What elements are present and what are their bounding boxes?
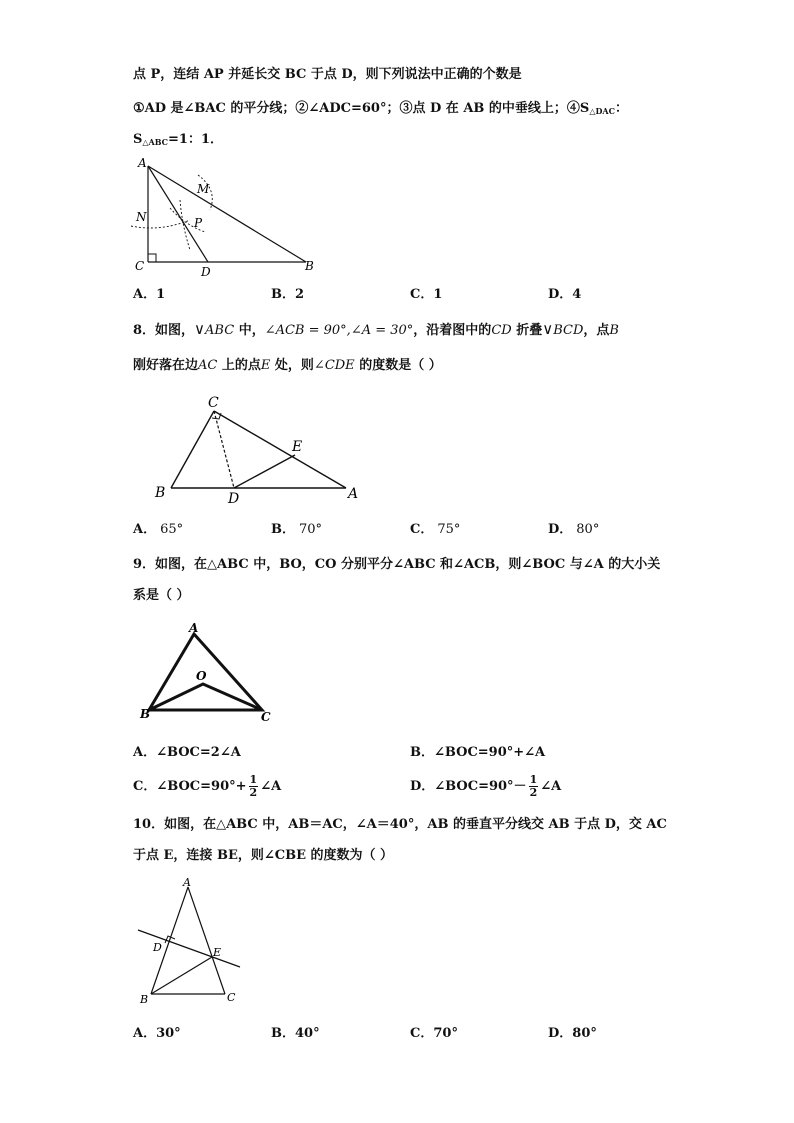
q9-option-b[interactable]: B．∠BOC=90°+∠A — [410, 745, 546, 760]
q7-label-n: N — [136, 210, 147, 224]
q8-label-e: E — [292, 439, 303, 455]
q8-label-c: C — [208, 395, 219, 411]
q10-label-d: D — [153, 941, 162, 954]
q8-option-d[interactable]: D． 80° — [548, 522, 600, 537]
q8-text-line1: 8．如图，∨ABC 中，∠ACB = 90°,∠A = 30°，沿着图中的CD 折叠∨BCD，点B — [133, 320, 619, 338]
q7-option-a[interactable]: A．1 — [133, 287, 166, 302]
q10-text-line1: 10．如图，在△ABC 中，AB＝AC，∠A＝40°，AB 的垂直平分线交 AB 于点 D，交 AC — [133, 817, 667, 832]
q10-option-d[interactable]: D．80° — [548, 1026, 597, 1041]
q10-option-b[interactable]: B．40° — [271, 1026, 320, 1041]
q7-label-p: P — [194, 216, 203, 230]
q10-label-b: B — [140, 993, 149, 1006]
q8-option-c[interactable]: C． 75° — [410, 522, 461, 537]
q8-label-b: B — [155, 485, 166, 501]
q9-label-o: O — [196, 669, 207, 683]
q8-label-d: D — [228, 491, 240, 507]
q7-label-b: B — [305, 259, 314, 273]
q8-option-a[interactable]: A． 65° — [133, 522, 184, 537]
q7-option-b[interactable]: B．2 — [271, 287, 305, 302]
q7-label-c: C — [135, 259, 145, 273]
q7-option-d[interactable]: D．4 — [548, 287, 582, 302]
q7-text-line3: $S_{\triangle ABC}=1$：1． — [133, 132, 224, 147]
q7-label-m: M — [197, 182, 210, 196]
q8-text-line2: 刚好落在边AC 上的点E 处，则∠CDE 的度数是（ ） — [133, 358, 442, 373]
q9-text-line1: 9．如图，在△ABC 中，BO，CO 分别平分∠ABC 和∠ACB，则∠BOC 与∠A 的大小关 — [133, 557, 661, 572]
q9-label-a: A — [189, 621, 199, 635]
q10-label-c: C — [227, 991, 236, 1004]
q10-text-line2: 于点 E，连接 BE，则∠CBE 的度数为（ ） — [133, 848, 394, 863]
q7-text-line2: ①AD 是∠BAC 的平分线；②∠ADC=60°；③点 D 在 AB 的中垂线上；$④S_{\triangle DAC}$： — [133, 101, 628, 116]
q10-option-a[interactable]: A．30° — [133, 1026, 181, 1041]
q9-option-c[interactable]: C．∠BOC=90°+ $\frac{1}{2}$ ∠A — [133, 773, 282, 799]
fraction-one-half: $\frac{1}{2}$ — [249, 773, 258, 799]
q8-option-b[interactable]: B． 70° — [271, 522, 323, 537]
fraction-one-half: $\frac{1}{2}$ — [529, 773, 538, 799]
q9-text-line2: 系是（ ） — [133, 588, 190, 603]
q7-label-d: D — [201, 265, 211, 279]
q7-text-line1: 点 P，连结 AP 并延长交 BC 于点 D，则下列说法中正确的个数是 — [133, 67, 522, 82]
q10-option-c[interactable]: C．70° — [410, 1026, 458, 1041]
q10-label-e: E — [213, 946, 222, 959]
q9-option-d[interactable]: D．∠BOC=90°－ $\frac{1}{2}$ ∠A — [410, 773, 562, 799]
q10-label-a: A — [183, 876, 191, 889]
q8-label-a: A — [348, 486, 359, 502]
q7-option-c[interactable]: C．1 — [410, 287, 443, 302]
q7-label-a: A — [138, 156, 147, 170]
q9-option-a[interactable]: A．∠BOC=2∠A — [133, 745, 241, 760]
q9-label-c: C — [261, 710, 271, 724]
q9-label-b: B — [140, 707, 151, 721]
